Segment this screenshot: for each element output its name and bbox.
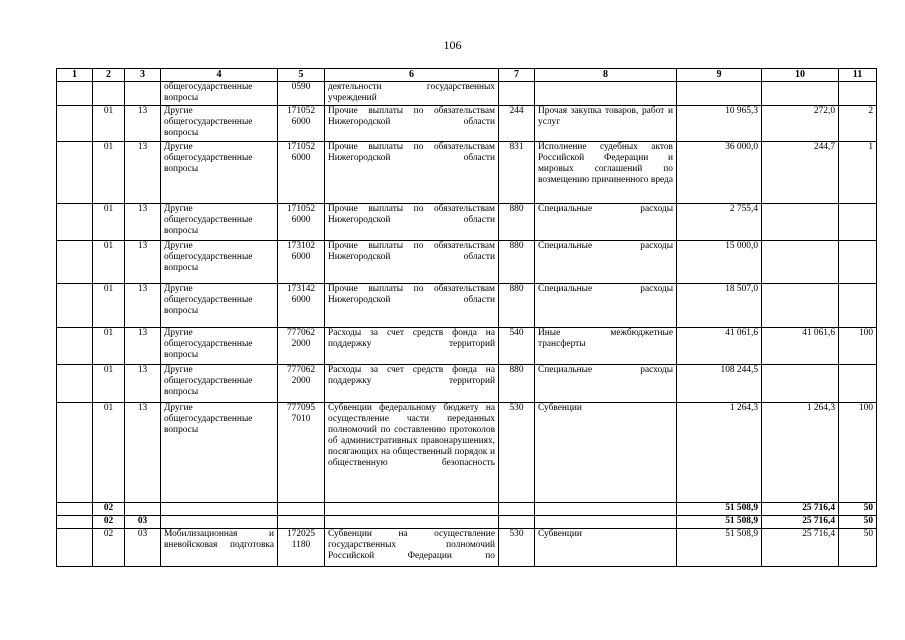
cell-planned: 10 965,3	[677, 106, 762, 142]
cell-col1	[57, 503, 93, 516]
cell-section: 02	[93, 503, 125, 516]
cell-expense-type	[499, 82, 535, 106]
cell-expense-name: Специальные расходы	[535, 284, 677, 328]
cell-target-code: 173102 6000	[278, 241, 325, 284]
table-row	[57, 204, 877, 241]
cell-target-name: Прочие выплаты по обязательствам Нижегородской области	[325, 241, 499, 284]
column-header: 11	[839, 69, 877, 82]
cell-subsection: 03	[125, 516, 161, 529]
column-header: 2	[93, 69, 125, 82]
cell-col1	[57, 328, 93, 365]
cell-planned: 51 508,9	[677, 529, 762, 567]
cell-percent: 100	[839, 328, 877, 365]
cell-target-code: 173142 6000	[278, 284, 325, 328]
cell-expense-type: 880	[499, 204, 535, 241]
cell-planned: 15 000,0	[677, 241, 762, 284]
cell-section: 02	[93, 529, 125, 567]
cell-expense-name: Субвенции	[535, 403, 677, 503]
cell-subsection-name: Другие общегосударственные вопросы	[161, 328, 278, 365]
cell-col1	[57, 106, 93, 142]
cell-target-code: 172025 1180	[278, 529, 325, 567]
cell-executed	[762, 284, 839, 328]
cell-target-code	[278, 503, 325, 516]
cell-expense-type: 880	[499, 241, 535, 284]
cell-planned: 51 508,9	[677, 503, 762, 516]
cell-percent	[839, 284, 877, 328]
cell-col1	[57, 529, 93, 567]
table-row-total	[57, 503, 877, 516]
table-row	[57, 82, 877, 106]
cell-col1	[57, 142, 93, 204]
cell-executed	[762, 365, 839, 403]
cell-expense-type: 880	[499, 365, 535, 403]
cell-subsection-name: общегосударственные вопросы	[161, 82, 278, 106]
cell-expense-type: 880	[499, 284, 535, 328]
cell-expense-type	[499, 503, 535, 516]
cell-target-name: Прочие выплаты по обязательствам Нижегородской области	[325, 106, 499, 142]
cell-expense-type: 244	[499, 106, 535, 142]
column-header: 5	[278, 69, 325, 82]
cell-percent	[839, 204, 877, 241]
cell-target-name: Субвенции федеральному бюджету на осуществление части переданных полномочий по составлению протоколов об административных правонарушениях, посягающих на общественный порядок и общественную безопасность	[325, 403, 499, 503]
cell-target-name: деятельности государственных учреждений	[325, 82, 499, 106]
page-number: 106	[443, 38, 462, 52]
cell-expense-name: Специальные расходы	[535, 204, 677, 241]
cell-percent	[839, 241, 877, 284]
cell-subsection-name: Мобилизационная и вневойсковая подготовка	[161, 529, 278, 567]
cell-executed: 244,7	[762, 142, 839, 204]
cell-expense-name	[535, 503, 677, 516]
cell-executed: 1 264,3	[762, 403, 839, 503]
cell-col1	[57, 82, 93, 106]
cell-subsection-name: Другие общегосударственные вопросы	[161, 241, 278, 284]
cell-target-name: Субвенции на осуществление государственных полномочий Российской Федерации по	[325, 529, 499, 567]
cell-expense-name: Специальные расходы	[535, 241, 677, 284]
cell-planned: 1 264,3	[677, 403, 762, 503]
cell-percent: 100	[839, 403, 877, 503]
cell-subsection-name: Другие общегосударственные вопросы	[161, 106, 278, 142]
cell-section: 01	[93, 284, 125, 328]
cell-expense-type: 530	[499, 529, 535, 567]
cell-planned: 51 508,9	[677, 516, 762, 529]
cell-subsection: 13	[125, 284, 161, 328]
cell-section: 01	[93, 142, 125, 204]
cell-percent: 1	[839, 142, 877, 204]
cell-section: 01	[93, 403, 125, 503]
cell-subsection: 13	[125, 106, 161, 142]
table-row	[57, 241, 877, 284]
table-row	[57, 106, 877, 142]
cell-planned: 18 507,0	[677, 284, 762, 328]
cell-section	[93, 82, 125, 106]
cell-target-name	[325, 503, 499, 516]
column-header: 7	[499, 69, 535, 82]
cell-subsection-name: Другие общегосударственные вопросы	[161, 142, 278, 204]
column-header: 4	[161, 69, 278, 82]
cell-target-name: Расходы за счет средств фонда на поддержку территорий	[325, 328, 499, 365]
header-row	[57, 69, 877, 82]
cell-col1	[57, 241, 93, 284]
cell-subsection-name: Другие общегосударственные вопросы	[161, 204, 278, 241]
cell-subsection	[125, 503, 161, 516]
cell-executed: 25 716,4	[762, 529, 839, 567]
cell-expense-name	[535, 82, 677, 106]
budget-table	[56, 68, 877, 567]
cell-target-name: Прочие выплаты по обязательствам Нижегородской области	[325, 284, 499, 328]
cell-executed	[762, 204, 839, 241]
cell-target-code: 777095 7010	[278, 403, 325, 503]
table-row	[57, 365, 877, 403]
cell-expense-name: Прочая закупка товаров, работ и услуг	[535, 106, 677, 142]
cell-target-code	[278, 516, 325, 529]
cell-planned: 2 755,4	[677, 204, 762, 241]
table-row	[57, 529, 877, 567]
cell-percent	[839, 365, 877, 403]
cell-planned	[677, 82, 762, 106]
column-header: 3	[125, 69, 161, 82]
table-row	[57, 284, 877, 328]
cell-section: 02	[93, 516, 125, 529]
cell-section: 01	[93, 241, 125, 284]
cell-subsection: 13	[125, 142, 161, 204]
column-header: 8	[535, 69, 677, 82]
cell-expense-name	[535, 516, 677, 529]
table-row	[57, 328, 877, 365]
cell-target-name: Прочие выплаты по обязательствам Нижегородской области	[325, 142, 499, 204]
cell-subsection	[125, 82, 161, 106]
cell-target-code: 171052 6000	[278, 106, 325, 142]
column-header: 6	[325, 69, 499, 82]
cell-col1	[57, 403, 93, 503]
cell-executed: 25 716,4	[762, 503, 839, 516]
cell-percent: 50	[839, 503, 877, 516]
cell-target-code: 171052 6000	[278, 204, 325, 241]
cell-target-code: 0590	[278, 82, 325, 106]
cell-section: 01	[93, 365, 125, 403]
cell-subsection-name: Другие общегосударственные вопросы	[161, 284, 278, 328]
cell-target-code: 777062 2000	[278, 328, 325, 365]
cell-percent: 2	[839, 106, 877, 142]
cell-target-name	[325, 516, 499, 529]
cell-percent: 50	[839, 529, 877, 567]
column-header: 1	[57, 69, 93, 82]
cell-col1	[57, 365, 93, 403]
cell-col1	[57, 516, 93, 529]
cell-col1	[57, 284, 93, 328]
cell-target-name: Прочие выплаты по обязательствам Нижегородской области	[325, 204, 499, 241]
cell-subsection: 03	[125, 529, 161, 567]
cell-executed: 272,0	[762, 106, 839, 142]
cell-expense-type: 530	[499, 403, 535, 503]
cell-expense-type: 540	[499, 328, 535, 365]
cell-target-code: 171052 6000	[278, 142, 325, 204]
cell-subsection: 13	[125, 365, 161, 403]
cell-subsection-name	[161, 516, 278, 529]
column-header: 9	[677, 69, 762, 82]
cell-subsection-name	[161, 503, 278, 516]
cell-target-code: 777062 2000	[278, 365, 325, 403]
cell-subsection: 13	[125, 241, 161, 284]
cell-section: 01	[93, 204, 125, 241]
column-header: 10	[762, 69, 839, 82]
cell-expense-name: Иные межбюджетные трансферты	[535, 328, 677, 365]
cell-subsection-name: Другие общегосударственные вопросы	[161, 365, 278, 403]
cell-subsection: 13	[125, 403, 161, 503]
cell-planned: 36 000,0	[677, 142, 762, 204]
cell-subsection: 13	[125, 328, 161, 365]
cell-expense-type	[499, 516, 535, 529]
table-row	[57, 403, 877, 503]
cell-expense-name: Субвенции	[535, 529, 677, 567]
cell-executed	[762, 241, 839, 284]
cell-executed: 41 061,6	[762, 328, 839, 365]
cell-section: 01	[93, 328, 125, 365]
cell-col1	[57, 204, 93, 241]
table-row-total	[57, 516, 877, 529]
cell-planned: 41 061,6	[677, 328, 762, 365]
cell-expense-type: 831	[499, 142, 535, 204]
cell-expense-name: Специальные расходы	[535, 365, 677, 403]
cell-expense-name: Исполнение судебных актов Российской Федерации и мировых соглашений по возмещению причиненного вреда	[535, 142, 677, 204]
cell-planned: 108 244,5	[677, 365, 762, 403]
cell-executed	[762, 82, 839, 106]
cell-target-name: Расходы за счет средств фонда на поддержку территорий	[325, 365, 499, 403]
cell-executed: 25 716,4	[762, 516, 839, 529]
table-row	[57, 142, 877, 204]
cell-subsection: 13	[125, 204, 161, 241]
cell-section: 01	[93, 106, 125, 142]
cell-percent: 50	[839, 516, 877, 529]
cell-subsection-name: Другие общегосударственные вопросы	[161, 403, 278, 503]
cell-percent	[839, 82, 877, 106]
